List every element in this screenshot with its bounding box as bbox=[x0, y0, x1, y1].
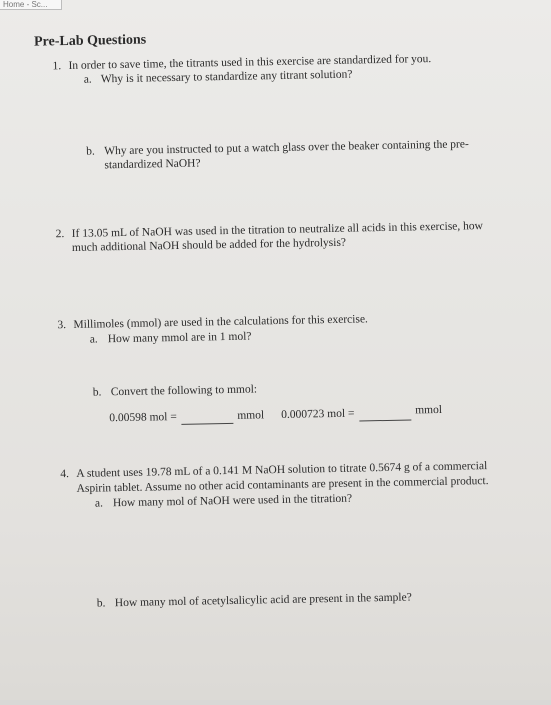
q3b-text: Convert the following to mmol: bbox=[110, 383, 258, 399]
q2-text-line2: much additional NaOH should be added for the hydrolysis? bbox=[71, 236, 347, 254]
q1-number: 1. bbox=[52, 60, 62, 73]
conversion-2-value: 0.000723 mol = bbox=[281, 407, 355, 421]
conversion-1-value: 0.00598 mol = bbox=[109, 410, 177, 425]
conversion-1-answer-blank[interactable] bbox=[181, 423, 233, 425]
app-tab[interactable]: Home - Sc... bbox=[0, 0, 62, 10]
q2-text-line1: If 13.05 mL of NaOH was used in the titration to neutralize all acids in this exercise, how bbox=[71, 220, 484, 240]
page-title: Pre-Lab Questions bbox=[33, 32, 147, 50]
q4-text-line2: Aspirin tablet. Assume no other acid contaminants are present in the commercial product. bbox=[76, 475, 489, 495]
q1a-label: a. bbox=[83, 73, 92, 86]
conversion-2-unit: mmol bbox=[415, 403, 443, 417]
q3a-label: a. bbox=[89, 333, 98, 346]
q3a-text: How many mmol are in 1 mol? bbox=[107, 330, 252, 346]
q3b-label: b. bbox=[92, 386, 102, 399]
q3-number: 3. bbox=[57, 319, 67, 332]
q4a-text: How many mol of NaOH were used in the titration? bbox=[112, 492, 353, 510]
conversion-1-unit: mmol bbox=[237, 409, 265, 422]
q3-text: Millimoles (mmol) are used in the calculations for this exercise. bbox=[73, 313, 368, 331]
q2-number: 2. bbox=[55, 228, 65, 241]
q1b-text-line1: Why are you instructed to put a watch glass over the beaker containing the pre- bbox=[104, 138, 469, 158]
q1a-text: Why is it necessary to standardize any titrant solution? bbox=[100, 68, 353, 86]
q4-number: 4. bbox=[60, 468, 70, 481]
q4b-text: How many mol of acetylsalicylic acid are present in the sample? bbox=[114, 591, 412, 610]
q4b-label: b. bbox=[96, 597, 106, 610]
q1-text: In order to save time, the titrants used in this exercise are standardized for you. bbox=[68, 53, 432, 73]
q4a-label: a. bbox=[94, 497, 104, 510]
q4-text-line1: A student uses 19.78 mL of a 0.141 M NaOH solution to titrate 0.5674 g of a commercial bbox=[76, 460, 488, 480]
q1b-label: b. bbox=[86, 145, 95, 158]
conversion-2-answer-blank[interactable] bbox=[359, 419, 411, 421]
q1b-text-line2: standardized NaOH? bbox=[104, 157, 201, 172]
